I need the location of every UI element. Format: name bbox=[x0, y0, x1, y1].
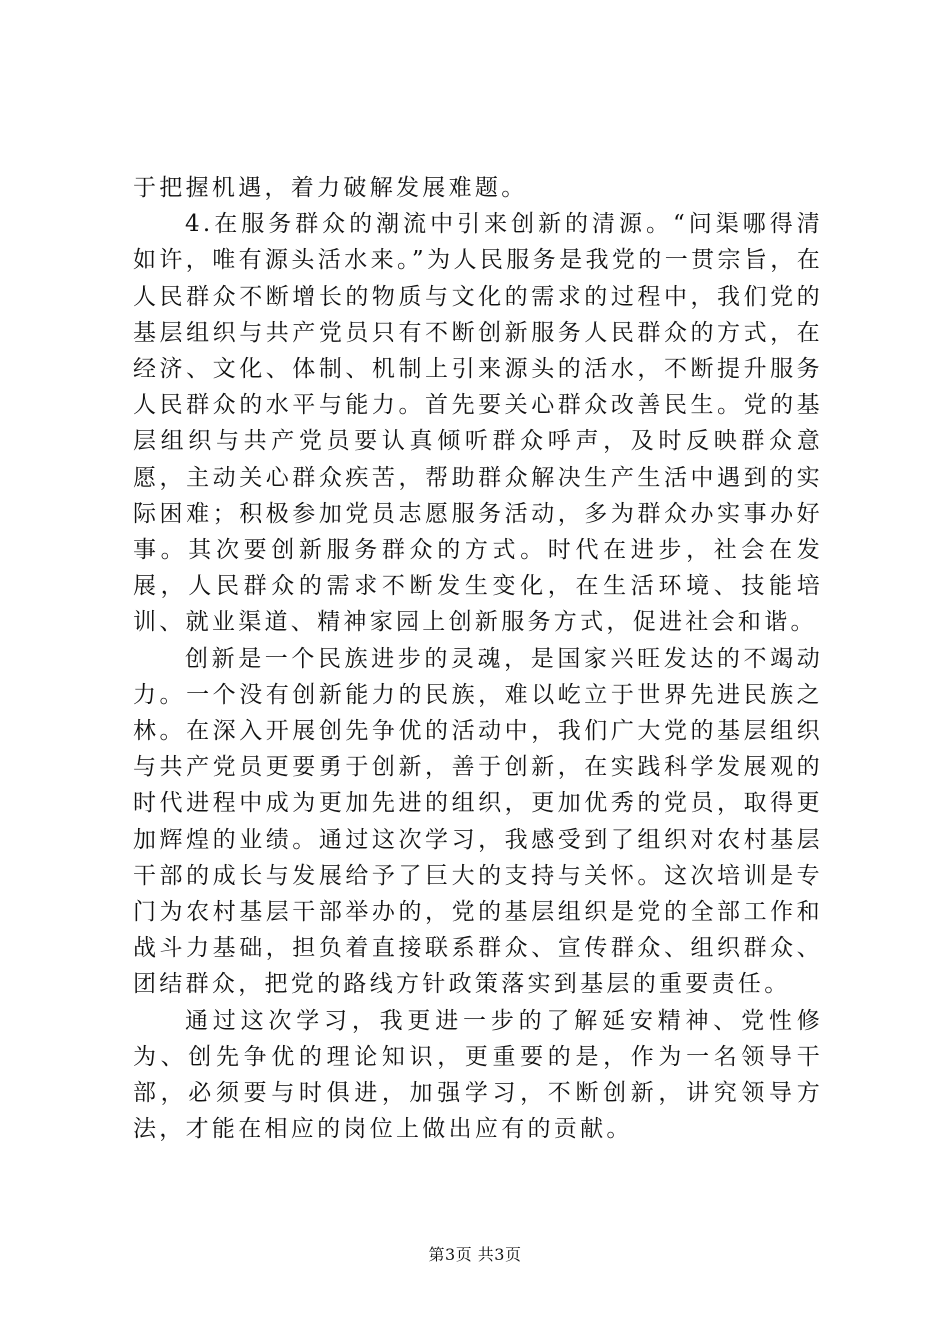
paragraph-conclusion: 通过这次学习，我更进一步的了解延安精神、党性修为、创先争优的理论知识，更重要的是，作为一名领导干部，必须要与时俱进，加强学习，不断创新，讲究领导方法，才能在相应的岗位上做出应有的贡献。 bbox=[133, 1007, 823, 1143]
paragraph-point-4: 4.在服务群众的潮流中引来创新的清源。“问渠哪得清如许，唯有源头活水来。”为人民服务是我党的一贯宗旨，在人民群众不断增长的物质与文化的需求的过程中，我们党的基层组织与共产党员只有不断创新服务人民群众的方式，在经济、文化、体制、机制上引来源头的活水，不断提升服务人民群众的水平与能力。首先要关心群众改善民生。党的基层组织与共产党员要认真倾听群众呼声，及时反映群众意愿，主动关心群众疾苦，帮助群众解决生产生活中遇到的实际困难；积极参加党员志愿服务活动，多为群众办实事办好事。其次要创新服务群众的方式。时代在进步，社会在发展，人民群众的需求不断发生变化，在生活环境、技能培训、就业渠道、精神家园上创新服务方式，促进社会和谐。 bbox=[133, 211, 823, 636]
document-body bbox=[133, 170, 823, 1147]
paragraph-continuation: 于把握机遇，着力破解发展难题。 bbox=[133, 175, 528, 201]
page-footer: 第3页 共3页 bbox=[428, 1245, 522, 1264]
paragraph-innovation: 创新是一个民族进步的灵魂，是国家兴旺发达的不竭动力。一个没有创新能力的民族，难以屹立于世界先进民族之林。在深入开展创先争优的活动中，我们广大党的基层组织与共产党员更要勇于创新，善于创新，在实践科学发展观的时代进程中成为更加先进的组织，更加优秀的党员，取得更加辉煌的业绩。通过这次学习，我感受到了组织对农村基层干部的成长与发展给予了巨大的支持与关怀。这次培训是专门为农村基层干部举办的，党的基层组织是党的全部工作和战斗力基础，担负着直接联系群众、宣传群众、组织群众、团结群众，把党的路线方针政策落实到基层的重要责任。 bbox=[133, 645, 823, 998]
